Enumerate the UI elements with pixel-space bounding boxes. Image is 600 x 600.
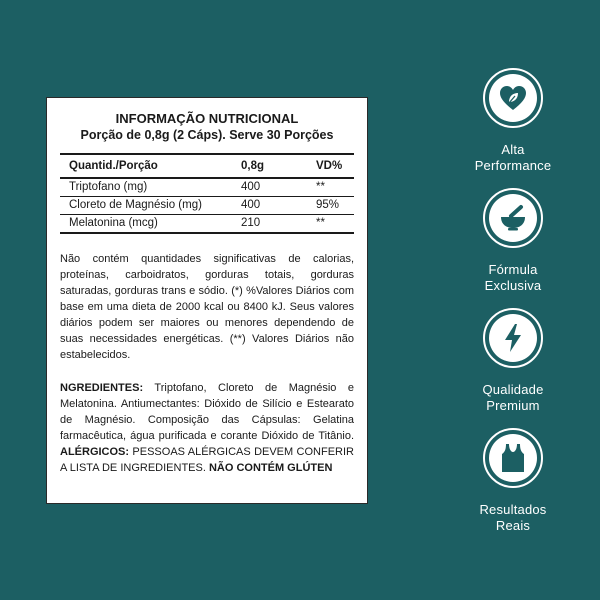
feature-label (448, 502, 578, 534)
row-vd: ** (316, 217, 325, 229)
ingredients-text (60, 380, 354, 476)
nutrition-table (60, 153, 354, 234)
feature-label (448, 262, 578, 294)
row-name: Cloreto de Magnésio (mg) (69, 199, 202, 211)
header-name: Quantid./Porção (69, 160, 158, 172)
row-amount: 400 (241, 181, 261, 193)
table-header (60, 155, 354, 179)
feature-alta-performance (448, 68, 578, 174)
feature-label-line1: Qualidade (482, 382, 544, 397)
table-row (60, 179, 354, 197)
row-vd: ** (316, 181, 325, 193)
feature-label-line2: Premium (486, 398, 540, 413)
feature-label-line1: Alta (501, 142, 525, 157)
feature-label (448, 142, 578, 174)
feature-badge (483, 428, 543, 488)
ingredients-label: NGREDIENTES: (60, 382, 144, 394)
nutrition-title: INFORMAÇÃO NUTRICIONAL (115, 111, 299, 126)
table-row (60, 215, 354, 232)
feature-label-line1: Resultados (479, 502, 547, 517)
allergens-label: ALÉRGICOS: (60, 446, 130, 458)
header-amount: 0,8g (241, 160, 265, 172)
ingredients-list: Triptofano, Cloreto de Magnésio e Melatonina. Antiumectantes: Dióxido de Silício e Estearato de Magnésio. Composição das Cápsulas: Gelatina farmacêutica, água purificada e corante Dióxido de Titânio. (60, 382, 354, 442)
row-vd: 95% (316, 199, 340, 211)
nutrition-serving: Porção de 0,8g (2 Cáps). Serve 30 Porções (80, 128, 334, 142)
header-vd: VD% (316, 160, 343, 172)
tank-top-icon (489, 434, 537, 482)
gluten-label: NÃO CONTÉM GLÚTEN (208, 462, 333, 474)
feature-resultados-reais (448, 428, 578, 534)
disclaimer-text: Não contém quantidades significativas de calorias, proteínas, carboidratos, gorduras totais, gorduras saturadas, gorduras trans e sódio. (*) %Valores Diários com base em uma dieta de 2000 kcal ou 8400 kJ. Seus valores diários podem ser maiores ou menores dependendo de suas necessidades energéticas. (**) Valores Diários não estabelecidos. (60, 253, 354, 361)
feature-qualidade-premium (448, 308, 578, 414)
feature-formula-exclusiva (448, 188, 578, 294)
feature-label-line2: Performance (474, 158, 552, 173)
feature-badge (483, 68, 543, 128)
nutrition-panel (46, 97, 368, 504)
lightning-icon (489, 314, 537, 362)
feature-badge (483, 308, 543, 368)
feature-label-line2: Reais (495, 518, 531, 533)
row-name: Melatonina (mcg) (69, 217, 158, 229)
row-amount: 400 (241, 199, 261, 211)
mortar-pestle-icon (489, 194, 537, 242)
feature-label-line2: Exclusiva (484, 278, 542, 293)
allergens-warning: PESSOAS ALÉRGICAS DEVEM CONFERIR A LISTA DE INGREDIENTES. (60, 446, 354, 474)
table-row (60, 197, 354, 215)
row-name: Triptofano (mg) (69, 181, 148, 193)
feature-label (448, 382, 578, 414)
feature-badge (483, 188, 543, 248)
row-amount: 210 (241, 217, 261, 229)
heart-leaf-icon (489, 74, 537, 122)
feature-label-line1: Fórmula (488, 262, 538, 277)
